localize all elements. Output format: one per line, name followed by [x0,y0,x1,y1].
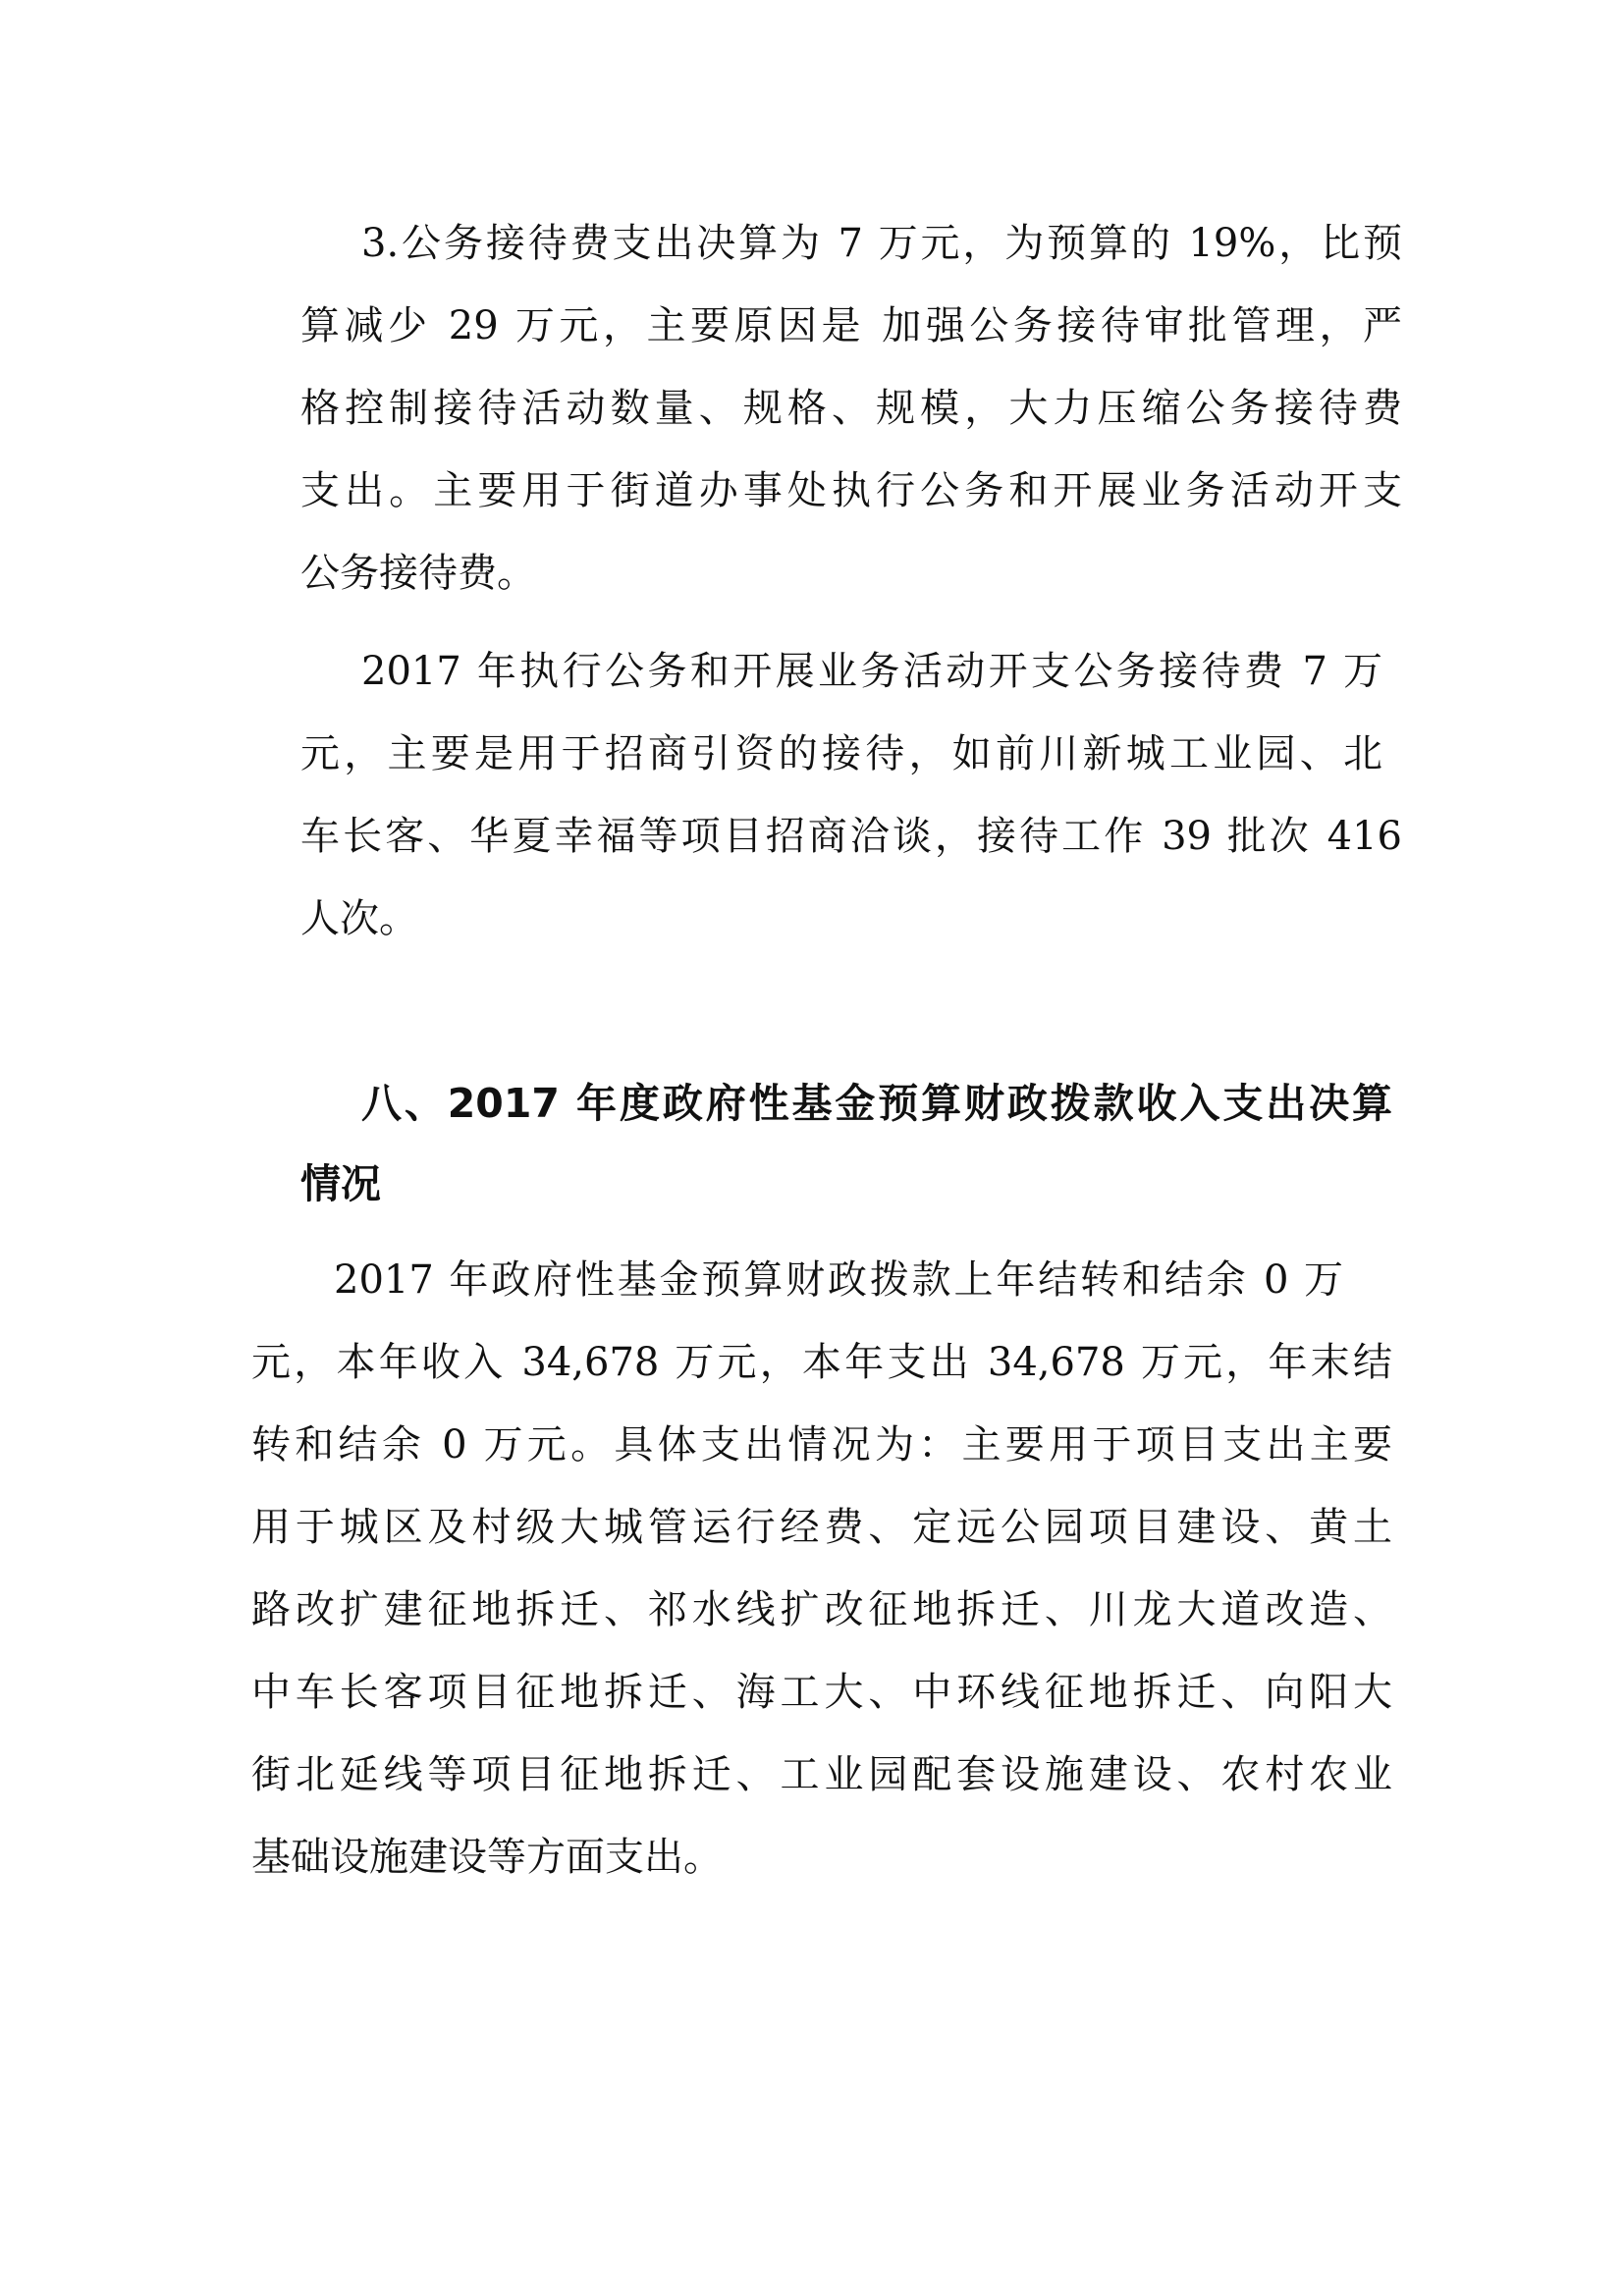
text-line: 人次。 [300,896,418,941]
text-line: 算减少 29 万元，主要原因是 加强公务接待审批管理，严 [300,303,1402,348]
text-line: 车长客、华夏幸福等项目招商洽谈，接待工作 39 批次 416 [300,814,1402,859]
text-line: 支出。主要用于街道办事处执行公务和开展业务活动开支 [300,468,1402,513]
text-line: 2017 年政府性基金预算财政拨款上年结转和结余 0 万 [334,1257,1343,1303]
text-line: 路改扩建征地拆迁、祁水线扩改征地拆迁、川龙大道改造、 [251,1587,1392,1632]
text-line: 公务接待费。 [300,551,536,596]
heading-line: 八、2017 年度政府性基金预算财政拨款收入支出决算 [361,1080,1392,1127]
text-line: 街北延线等项目征地拆迁、工业园配套设施建设、农村农业 [251,1752,1392,1797]
text-line: 格控制接待活动数量、规格、规模，大力压缩公务接待费 [300,386,1402,431]
text-line: 转和结余 0 万元。具体支出情况为：主要用于项目支出主要 [251,1422,1392,1468]
text-line: 元，本年收入 34,678 万元，本年支出 34,678 万元，年末结 [251,1340,1392,1385]
text-line: 用于城区及村级大城管运行经费、定远公园项目建设、黄土 [251,1505,1392,1550]
text-line: 基础设施建设等方面支出。 [251,1835,723,1880]
heading-line: 情况 [300,1160,381,1207]
text-line: 中车长客项目征地拆迁、海工大、中环线征地拆迁、向阳大 [251,1670,1392,1715]
text-line: 3.公务接待费支出决算为 7 万元，为预算的 19%，比预 [361,221,1402,266]
text-line: 2017 年执行公务和开展业务活动开支公务接待费 7 万 [361,649,1382,694]
text-line: 元，主要是用于招商引资的接待，如前川新城工业园、北 [300,731,1382,776]
